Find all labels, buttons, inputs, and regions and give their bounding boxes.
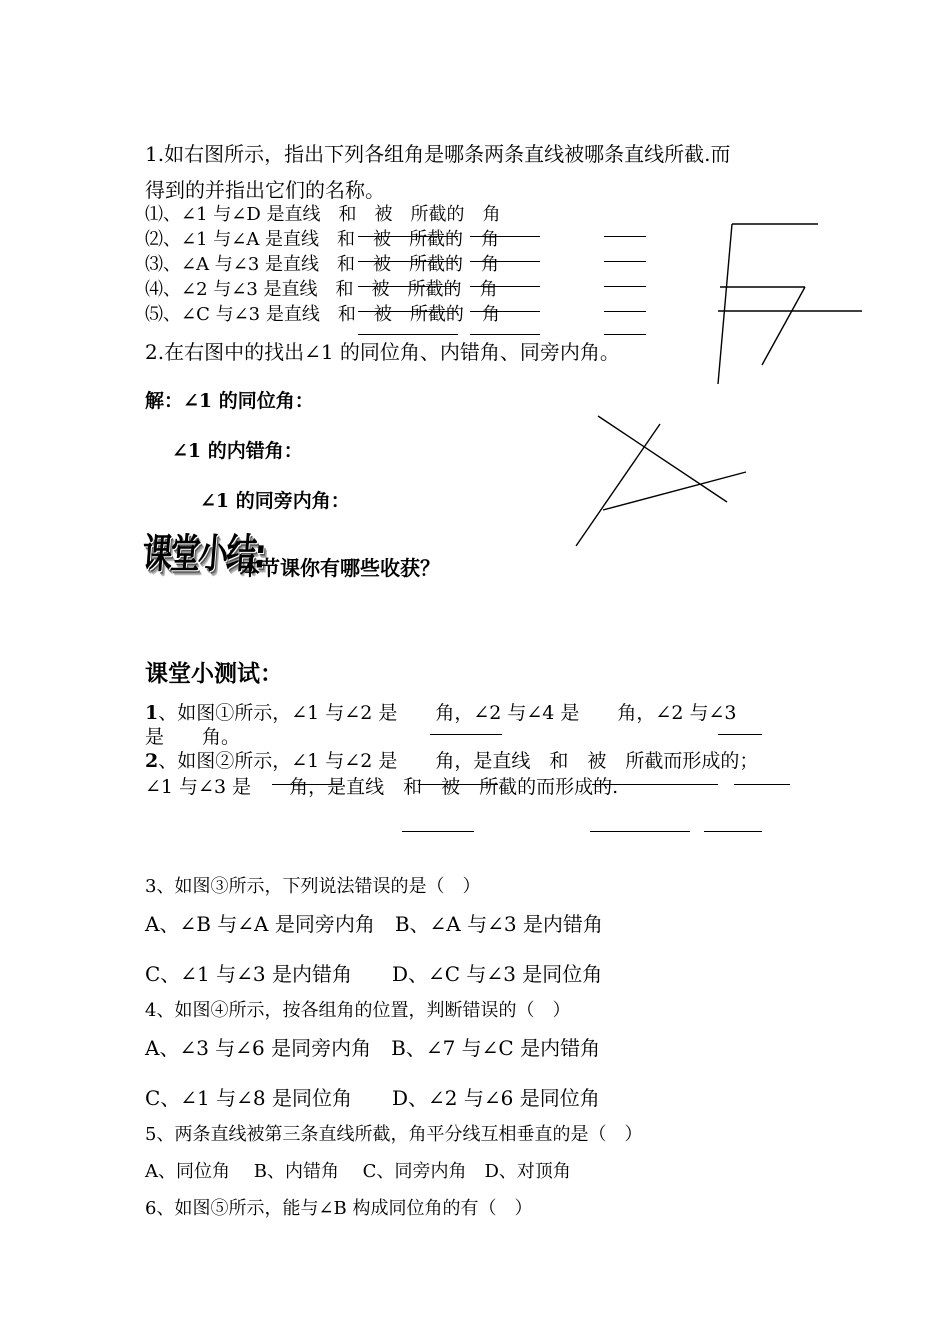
quiz-q1-line2: 是 角。: [145, 726, 241, 748]
quiz-q1-number: 1: [145, 702, 159, 724]
summary-logo: 课堂小结:: [140, 530, 267, 579]
quiz-title: 课堂小测试：: [145, 660, 283, 687]
quiz-q5-options: A、同位角 B、内错角 C、同旁内角 D、对顶角: [145, 1161, 571, 1182]
figure-q1-lines: [718, 224, 862, 384]
q2-answer-alternate: ∠1 的内错角：: [172, 440, 303, 462]
q1-item-5: ⑸、∠C 与∠3 是直线 和 被 所截的 角: [145, 304, 500, 325]
summary-question: 本节课你有哪些收获？: [240, 556, 440, 580]
q1-stem-line2: 得到的并指出它们的名称。: [145, 178, 385, 202]
quiz-q3: 3、如图③所示，下列说法错误的是（ ）: [145, 876, 481, 897]
q2-answer-co-interior: ∠1 的同旁内角：: [200, 490, 350, 512]
q1-item-1: ⑴、∠1 与∠D 是直线 和 被 所截的 角: [145, 204, 501, 225]
q1-item-2: ⑵、∠1 与∠A 是直线 和 被 所截的 角: [145, 229, 500, 250]
quiz-q4: 4、如图④所示，按各组角的位置，判断错误的（ ）: [145, 1000, 571, 1021]
quiz-q5: 5、两条直线被第三条直线所截，角平分线互相垂直的是（ ）: [145, 1124, 643, 1145]
q1-item-3: ⑶、∠A 与∠3 是直线 和 被 所截的 角: [145, 254, 500, 275]
quiz-q2-text: 、如图②所示，∠1 与∠2 是 角，是直线 和 被 所截而形成的；: [158, 750, 759, 772]
quiz-q4-options-ab: A、∠3 与∠6 是同旁内角 B、∠7 与∠C 是内错角: [145, 1036, 601, 1060]
q2-answer-corresponding: 解：∠1 的同位角：: [145, 390, 314, 412]
quiz-q4-options-cd: C、∠1 与∠8 是同位角 D、∠2 与∠6 是同位角: [145, 1086, 600, 1110]
quiz-q3-options-cd: C、∠1 与∠3 是内错角 D、∠C 与∠3 是同位角: [145, 962, 603, 986]
quiz-q6: 6、如图⑤所示，能与∠B 构成同位角的有（ ）: [145, 1198, 533, 1219]
q1-item-4: ⑷、∠2 与∠3 是直线 和 被 所截的 角: [145, 279, 498, 300]
quiz-q3-options-ab: A、∠B 与∠A 是同旁内角 B、∠A 与∠3 是内错角: [145, 912, 603, 936]
q2-stem: 2.在右图中的找出∠1 的同位角、内错角、同旁内角。: [145, 340, 620, 364]
quiz-q1-text: 、如图①所示，∠1 与∠2 是 角，∠2 与∠4 是 角，∠2 与∠3: [158, 702, 737, 724]
q1-stem-line1: 1.如右图所示，指出下列各组角是哪条两条直线被哪条直线所截.而: [145, 142, 731, 166]
figure-q2-triangle: [576, 416, 746, 546]
quiz-q2-line2: ∠1 与∠3 是 角，是直线 和 被 所截的而形成的.: [145, 776, 619, 798]
quiz-q2-number: 2: [145, 750, 159, 772]
